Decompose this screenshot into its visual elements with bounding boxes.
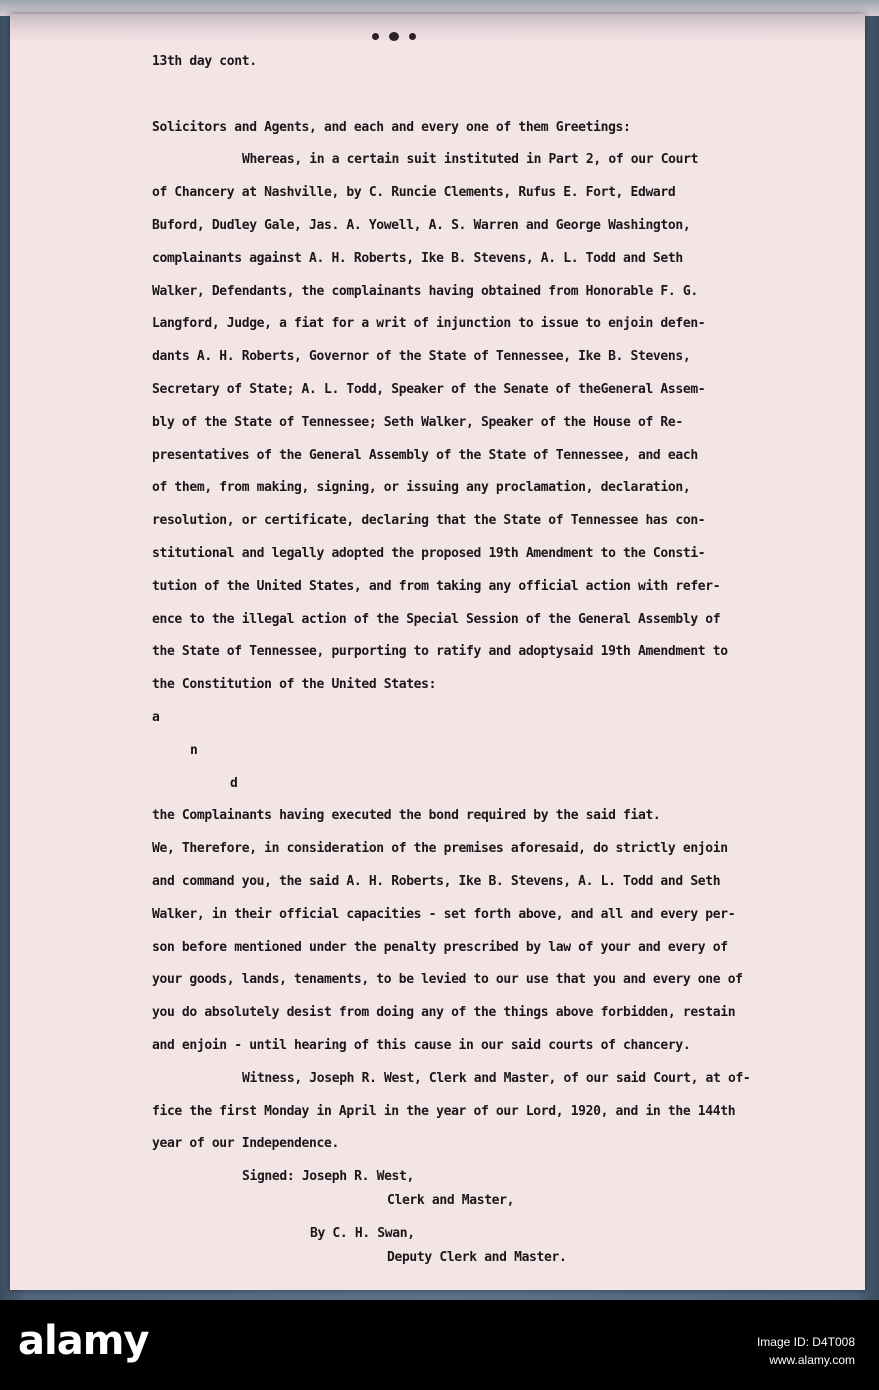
by-line: By C. H. Swan, [310, 1225, 415, 1241]
dot-mark [389, 32, 399, 41]
text-line: the Constitution of the United States: [152, 677, 437, 693]
document-text [152, 46, 792, 1275]
page-number-mark [372, 32, 416, 40]
signature-line [152, 1161, 792, 1185]
witness-line: fice the first Monday in April in the year of our Lord, 1920, and in the 144th [152, 1103, 736, 1119]
text-line: resolution, or certificate, declaring that the State of Tennessee has con- [152, 513, 706, 529]
signed-name: Joseph R. West, [301, 1169, 414, 1185]
blank-line [152, 79, 792, 112]
dot-mark [372, 33, 379, 40]
text-line: complainants against A. H. Roberts, Ike B. Stevens, A. L. Todd and Seth [152, 250, 683, 266]
text-line: Langford, Judge, a fiat for a writ of injunction to issue to enjoin defen- [152, 316, 706, 332]
signed-title: Clerk and Master, [387, 1193, 515, 1209]
text-line: of Chancery at Nashville, by C. Runcie Clements, Rufus E. Fort, Edward [152, 185, 676, 201]
text-line: Walker, Defendants, the complainants having obtained from Honorable F. G. [152, 283, 698, 299]
page-fold-shadow [10, 14, 865, 44]
page-header: 13th day cont. [152, 54, 257, 69]
text-line: ence to the illegal action of the Special Session of the General Assembly of [152, 611, 721, 627]
text-line: Solicitors and Agents, and each and every one of them Greetings: [152, 119, 631, 135]
deputy-title: Deputy Clerk and Master. [387, 1249, 567, 1265]
witness-line: year of our Independence. [152, 1136, 339, 1152]
text-line: and command you, the said A. H. Roberts, Ike B. Stevens, A. L. Todd and Seth [152, 873, 721, 889]
letter-n: n [190, 742, 198, 758]
text-line: dants A. H. Roberts, Governor of the State of Tennessee, Ike B. Stevens, [152, 349, 691, 365]
text-line: presentatives of the General Assembly of the State of Tennessee, and each [152, 447, 698, 463]
text-line: of them, from making, signing, or issuing any proclamation, declaration, [152, 480, 691, 496]
text-line: bly of the State of Tennessee; Seth Walker, Speaker of the House of Re- [152, 414, 683, 430]
text-line: you do absolutely desist from doing any of the things above forbidden, restain [152, 1005, 736, 1021]
text-line: Walker, in their official capacities - set forth above, and all and every per- [152, 906, 736, 922]
signed-label: Signed: [242, 1169, 295, 1185]
text-line: and enjoin - until hearing of this cause in our said courts of chancery. [152, 1037, 691, 1053]
alamy-logo: alamy [18, 1318, 149, 1364]
text-line: the State of Tennessee, purporting to ratify and adoptysaid 19th Amendment to [152, 644, 728, 660]
image-id: Image ID: D4T008 [756, 1335, 855, 1349]
site-url: www.alamy.com [769, 1353, 855, 1367]
dot-mark [409, 33, 416, 40]
letter-a: a [152, 709, 160, 725]
letter-d: d [230, 775, 238, 791]
text-line: Whereas, in a certain suit instituted in Part 2, of our Court [242, 152, 699, 168]
image-meta [757, 1333, 855, 1369]
text-line: We, Therefore, in consideration of the premises aforesaid, do strictly enjoin [152, 841, 728, 857]
text-line: Secretary of State; A. L. Todd, Speaker of the Senate of theGeneral Assem- [152, 381, 706, 397]
text-line: tution of the United States, and from taking any official action with refer- [152, 578, 721, 594]
text-line: Buford, Dudley Gale, Jas. A. Yowell, A. S. Warren and George Washington, [152, 217, 691, 233]
text-line: son before mentioned under the penalty prescribed by law of your and every of [152, 939, 728, 955]
text-line: your goods, lands, tenaments, to be levied to our use that you and every one of [152, 972, 743, 988]
text-line: the Complainants having executed the bond required by the said fiat. [152, 808, 661, 824]
witness-line: Witness, Joseph R. West, Clerk and Master, of our said Court, at of- [242, 1070, 751, 1086]
text-line: stitutional and legally adopted the proposed 19th Amendment to the Consti- [152, 545, 706, 561]
